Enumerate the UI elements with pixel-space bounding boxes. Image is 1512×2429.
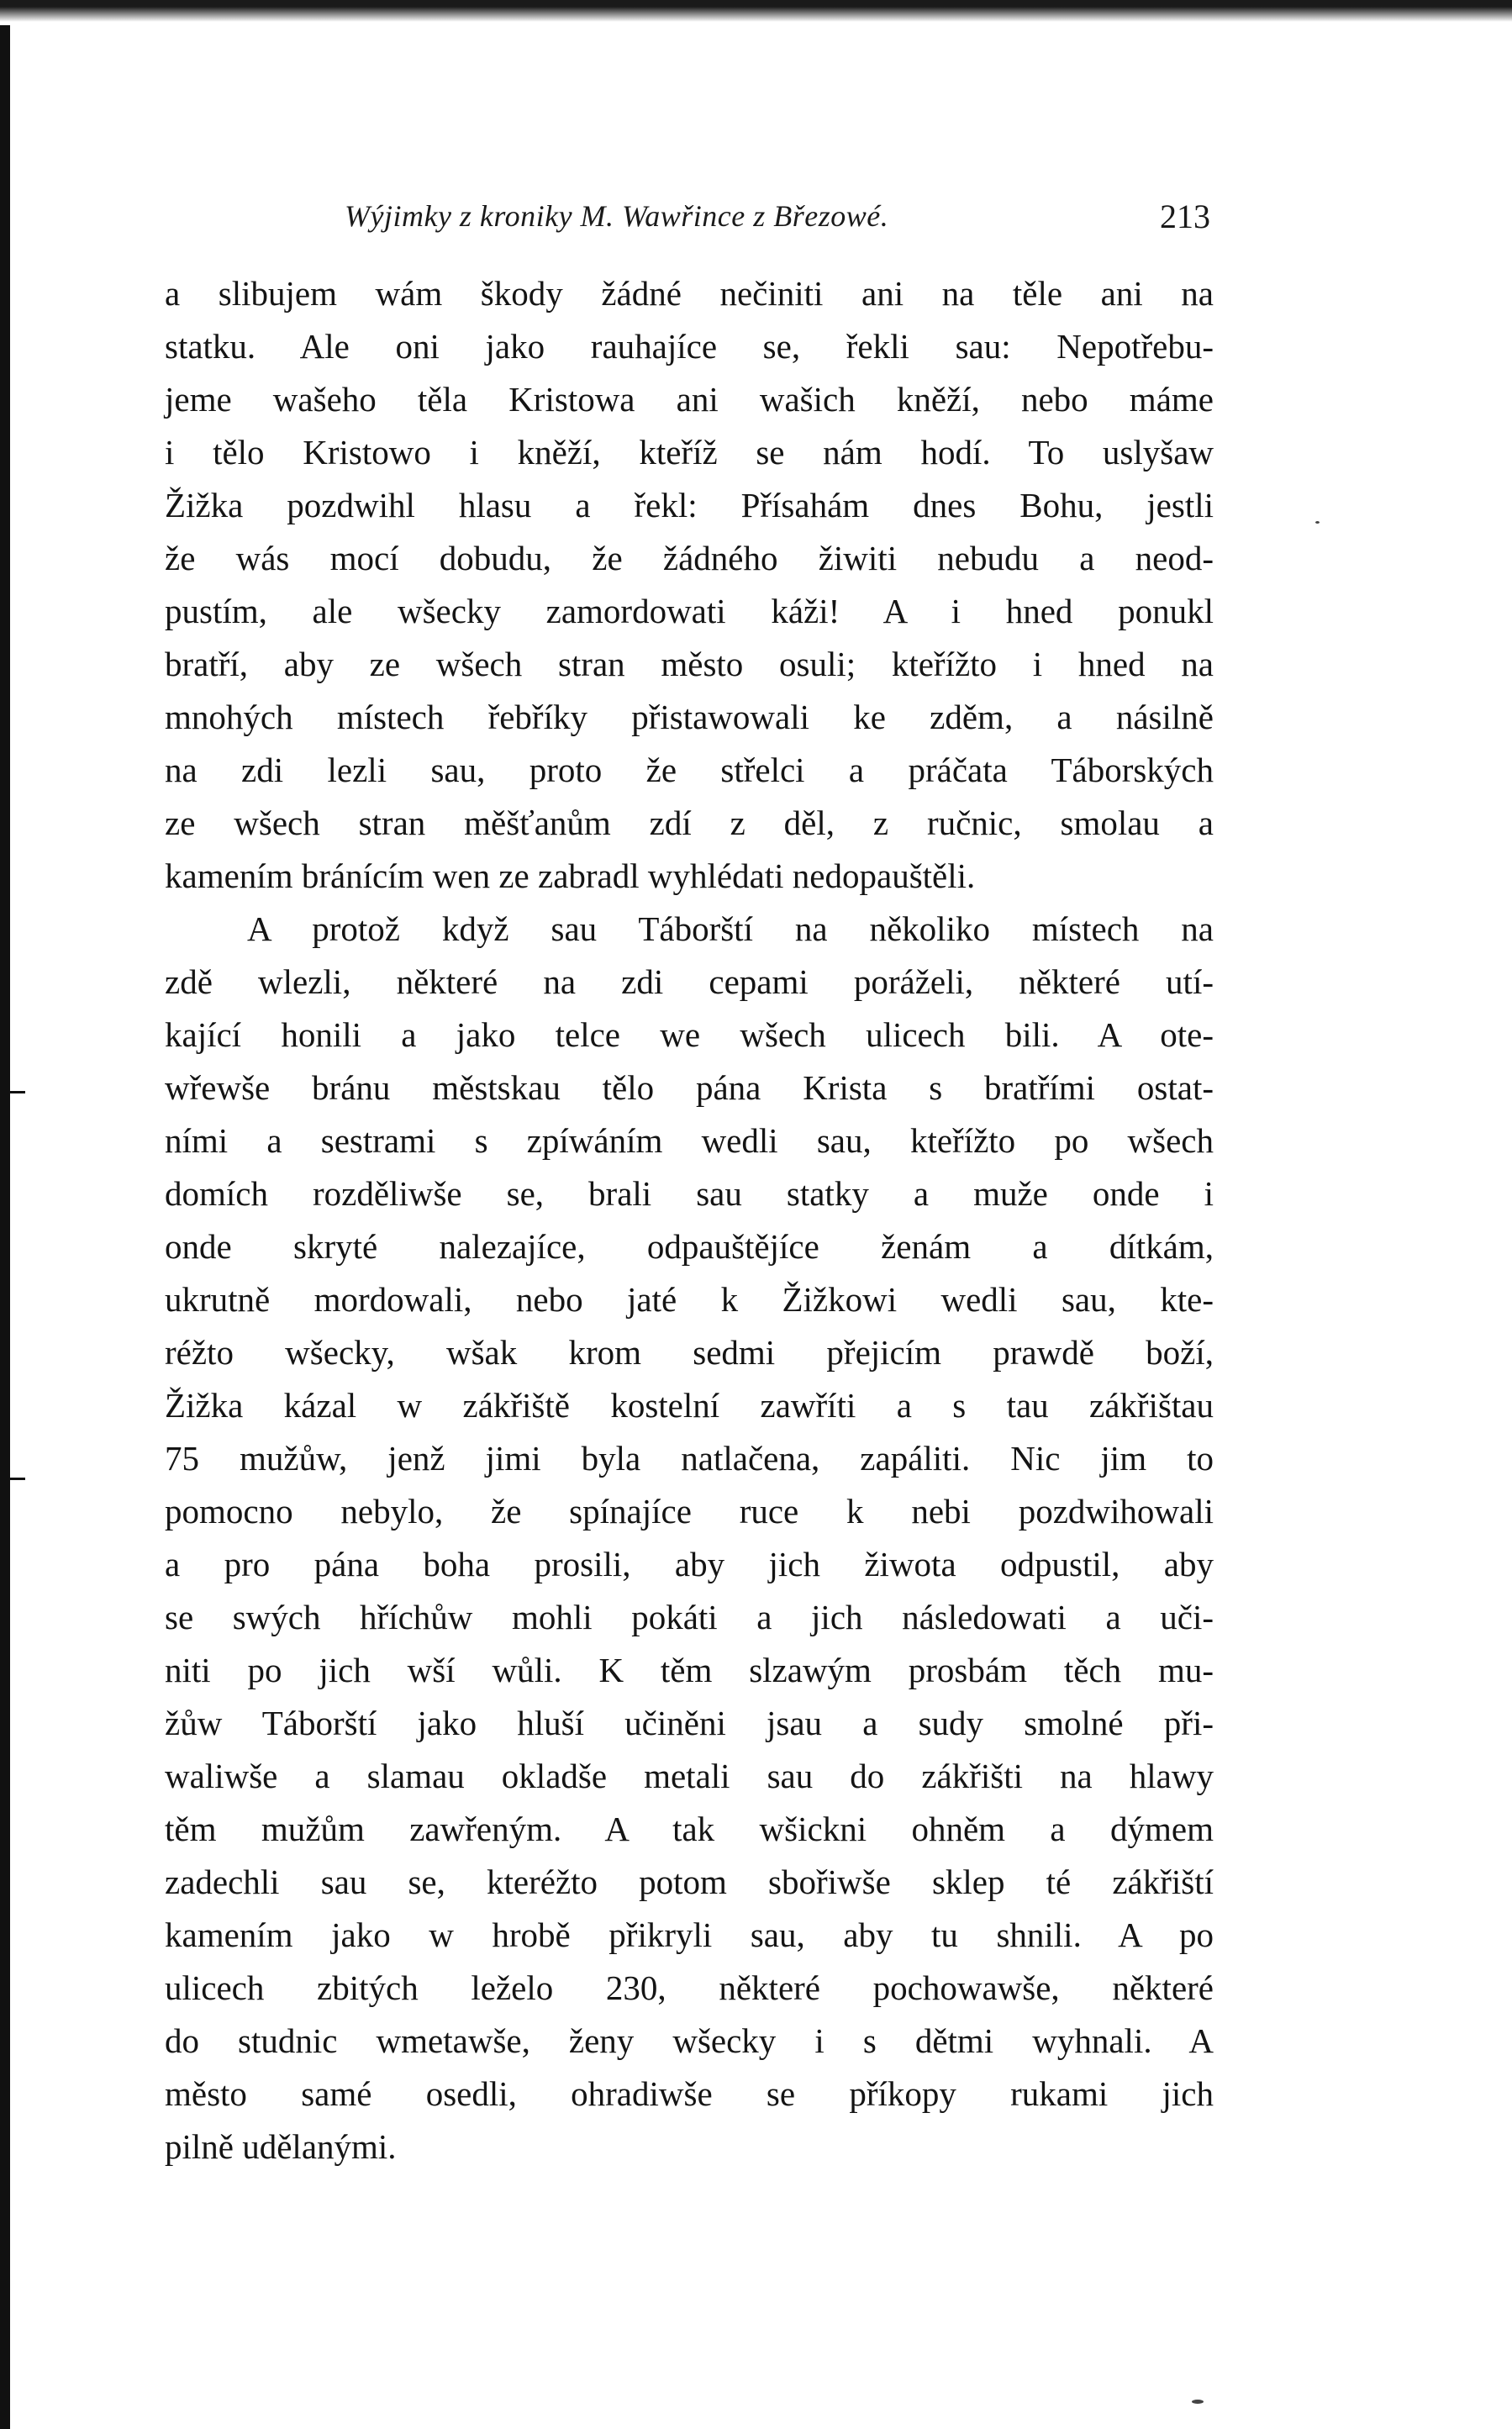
body-text [165, 267, 1214, 2173]
running-header [328, 190, 1210, 249]
text-line: ze wšech stran měšťanům zdí z děl, z ručnic, smolau a [165, 804, 1214, 842]
text-line: a pro pána boha prosili, aby jich žiwota odpustil, aby [165, 1545, 1214, 1583]
text-line: wřewše bránu městskau tělo pána Krista s bratřími ostat- [165, 1068, 1214, 1107]
text-line: těm mužům zawřeným. A tak wšickni ohněm a dýmem [165, 1810, 1214, 1848]
text-line: město samé osedli, ohradiwše se příkopy rukami jich [165, 2074, 1214, 2113]
text-line: bratří, aby ze wšech stran město osuli; kteřížto i hned na [165, 645, 1214, 683]
text-line: žůw Táborští jako hluší učiněni jsau a sudy smolné při- [165, 1704, 1214, 1742]
text-line: a slibujem wám škody žádné nečiniti ani na těle ani na [165, 274, 1214, 313]
scan-left-border [0, 0, 10, 2429]
text-line: Žižka pozdwihl hlasu a řekl: Přísahám dnes Bohu, jestli [165, 486, 1214, 524]
text-line: niti po jich wší wůli. K těm slzawým prosbám těch mu- [165, 1651, 1214, 1689]
text-line: domích rozděliwše se, brali sau statky a muže onde i [165, 1174, 1214, 1213]
text-line: statku. Ale oni jako rauhajíce se, řekli sau: Nepotřebu- [165, 327, 1214, 366]
scan-speck [1315, 521, 1320, 524]
page-number: 213 [1160, 198, 1210, 235]
scan-top-rule [0, 0, 1512, 25]
text-line: jeme wašeho těla Kristowa ani wašich kněží, nebo máme [165, 380, 1214, 419]
text-line: pilně udělanými. [165, 2127, 397, 2166]
scan-edge-mark [0, 1478, 25, 1480]
text-line: i tělo Kristowo i kněží, kteříž se nám hodí. To uslyšaw [165, 433, 1214, 472]
text-line: Žižka kázal w zákřiště kostelní zawříti a s tau zákřištau [165, 1386, 1214, 1425]
text-line: réžto wšecky, wšak krom sedmi přejicím prawdě boží, [165, 1333, 1214, 1372]
text-line: zadechli sau se, kteréžto potom sbořiwše sklep té zákřiští [165, 1863, 1214, 1901]
running-title: Wýjimky z kroniky M. Wawřince z Březowé. [345, 199, 889, 233]
text-line: kamením bránícím wen ze zabradl wyhlédati nedopauštěli. [165, 856, 976, 895]
text-line: kající honili a jako telce we wšech ulicech bili. A ote- [165, 1015, 1214, 1054]
text-line: onde skryté nalezajíce, odpauštějíce ženám a dítkám, [165, 1227, 1214, 1266]
text-line: do studnic wmetawše, ženy wšecky i s dětmi wyhnali. A [165, 2021, 1214, 2060]
text-line: ními a sestrami s zpíwáním wedli sau, kteřížto po wšech [165, 1121, 1214, 1160]
text-line: na zdi lezli sau, proto že střelci a práčata Táborských [165, 751, 1214, 789]
text-line: zdě wlezli, některé na zdi cepami poráželi, některé utí- [165, 962, 1214, 1001]
text-line: ukrutně mordowali, nebo jaté k Žižkowi wedli sau, kte- [165, 1280, 1214, 1319]
text-line: mnohých místech řebříky přistawowali ke zděm, a násilně [165, 698, 1214, 736]
text-line: se swých hříchůw mohli pokáti a jich následowati a uči- [165, 1598, 1214, 1636]
scan-edge-mark [0, 1091, 25, 1093]
text-line: kamením jako w hrobě přikryli sau, aby tu shnili. A po [165, 1915, 1214, 1954]
text-line: ulicech zbitých leželo 230, některé pochowawše, některé [165, 1968, 1214, 2007]
text-line: že wás mocí dobudu, že žádného žiwiti nebudu a neod- [165, 539, 1214, 577]
text-line: A protož když sau Táborští na několiko místech na [247, 909, 1214, 948]
text-line: 75 mužůw, jenž jimi byla natlačena, zapáliti. Nic jim to [165, 1439, 1214, 1478]
text-line: pustím, ale wšecky zamordowati káži! A i hned ponukl [165, 592, 1214, 630]
text-line: waliwše a slamau okladše metali sau do zákřišti na hlawy [165, 1757, 1214, 1795]
scan-speck [1192, 2400, 1204, 2404]
text-line: pomocno nebylo, že spínajíce ruce k nebi pozdwihowali [165, 1492, 1214, 1531]
